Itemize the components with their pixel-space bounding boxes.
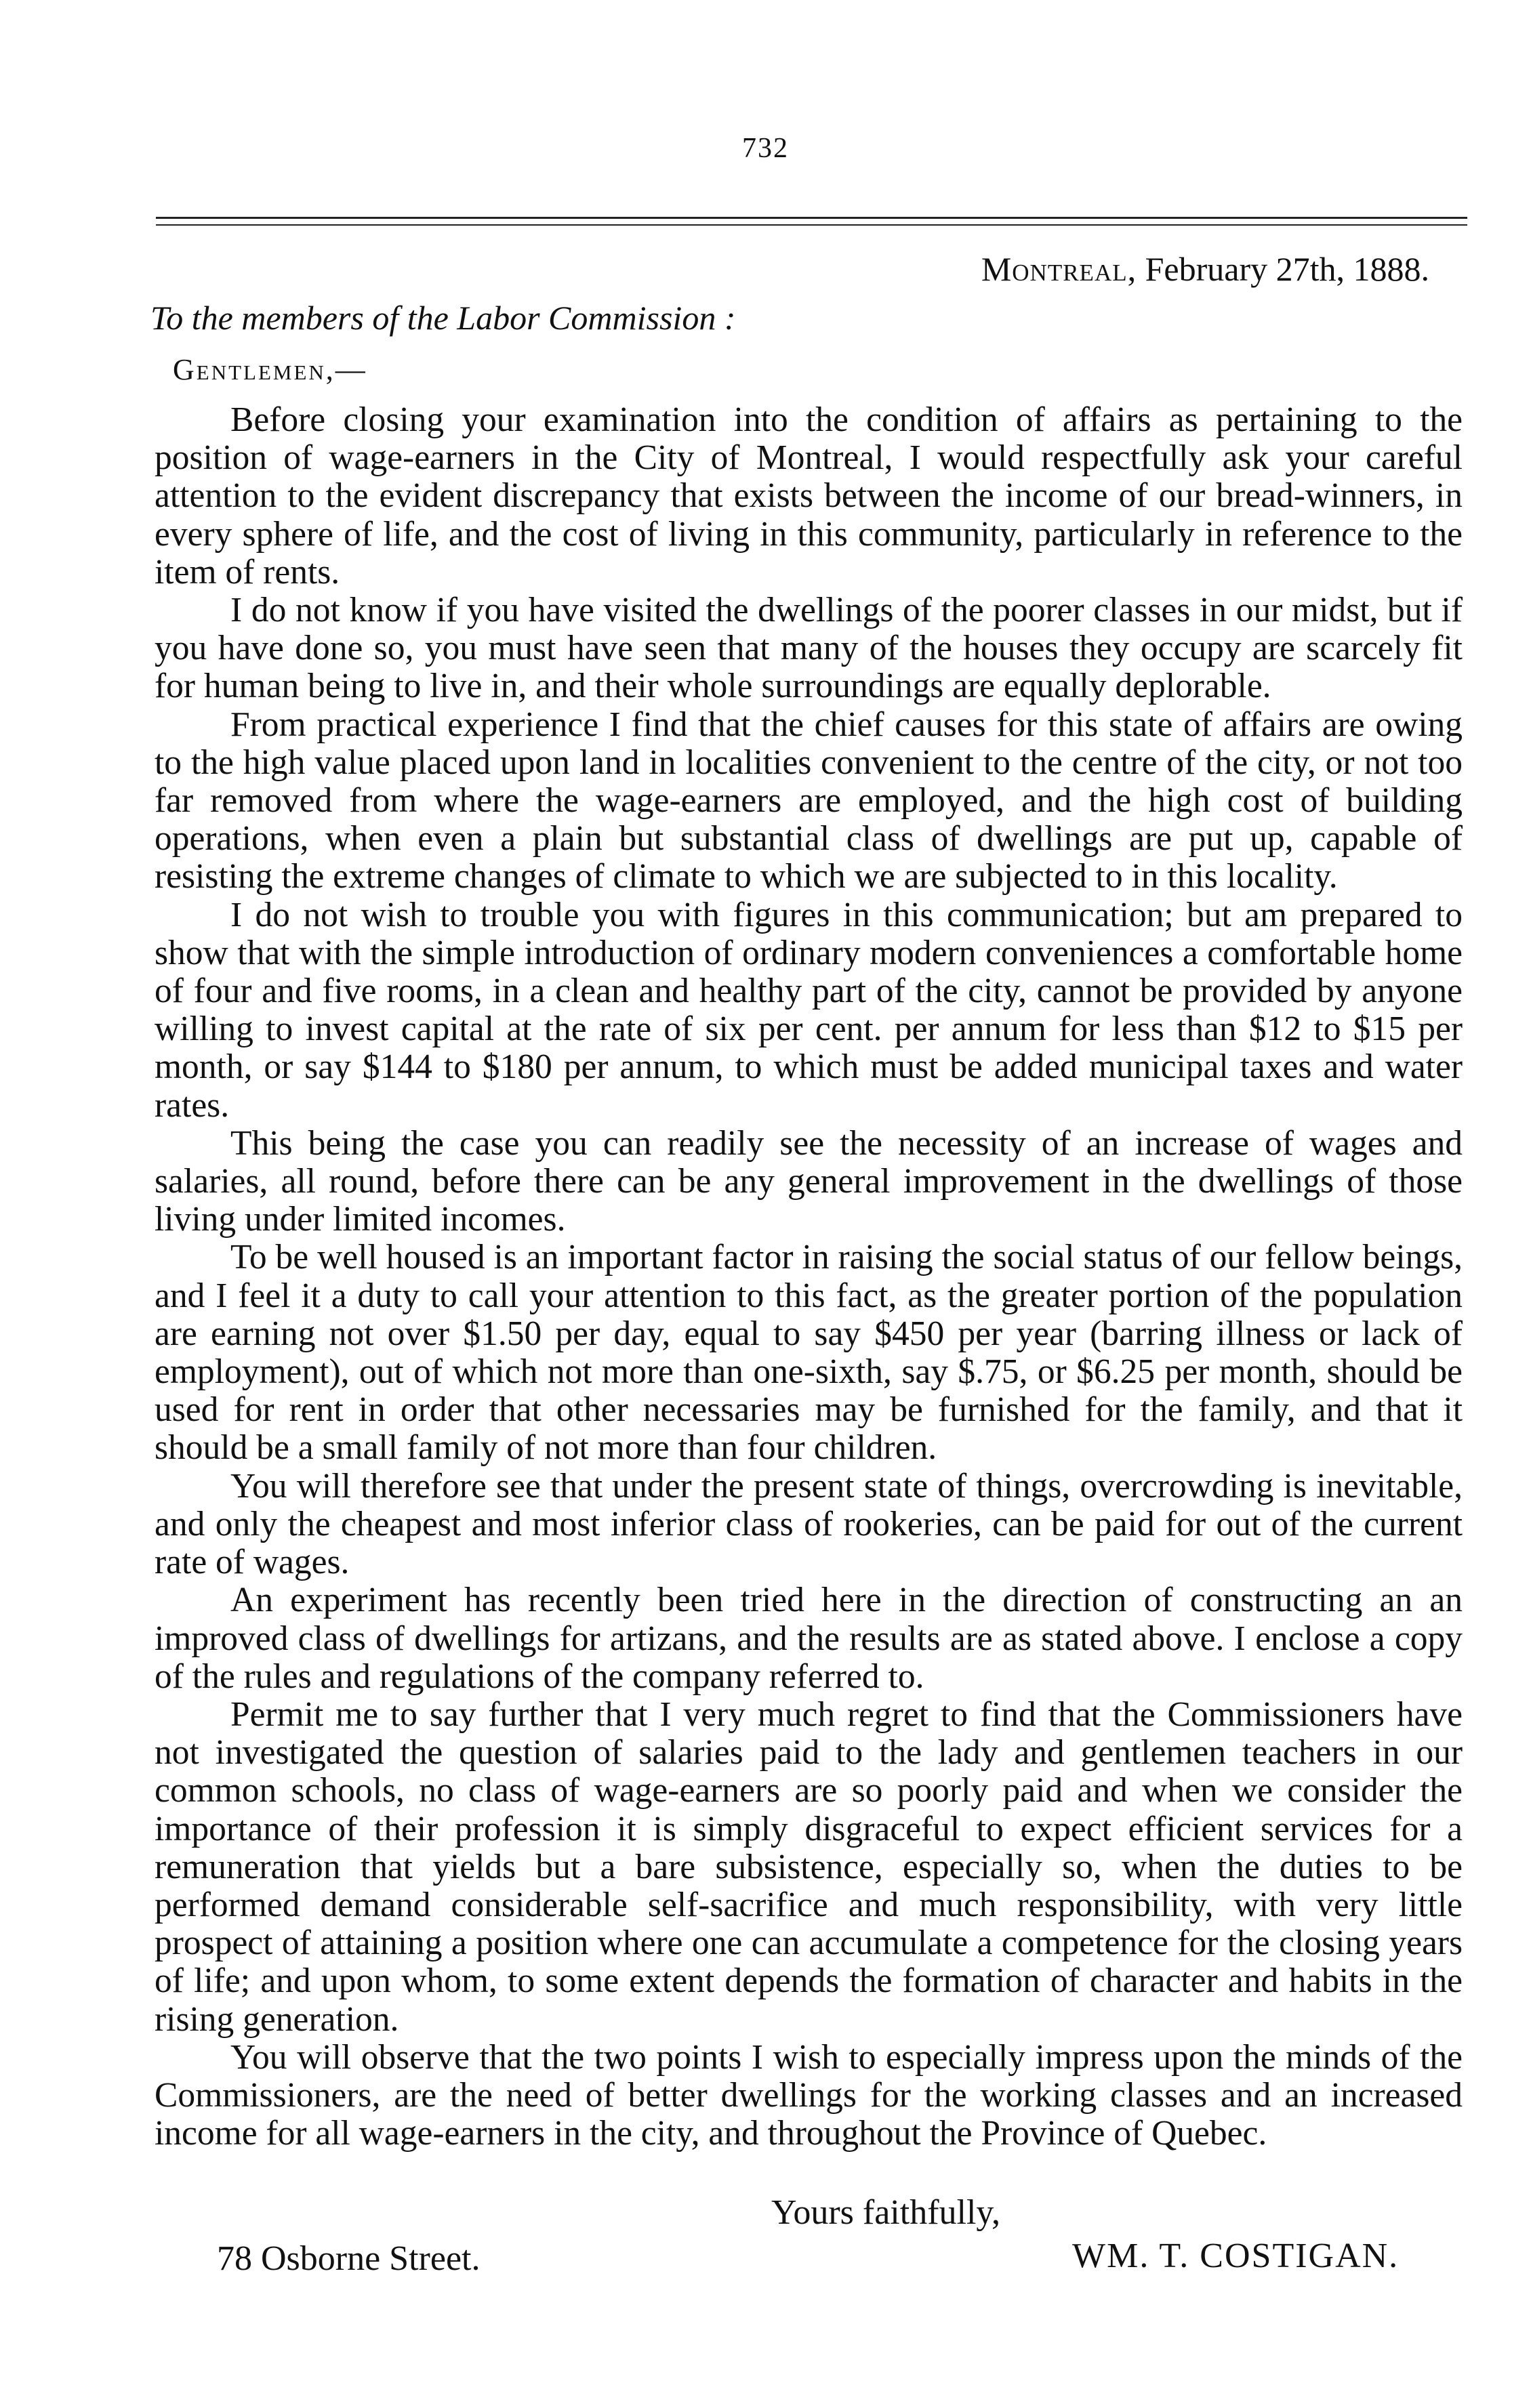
paragraph: From practical experience I find that the chief causes for this state of affairs are owing to the high value placed upon land in localities convenient to the centre of the city, or not too far removed from where the wage-earners are employed, and the high cost of building operations, when even a plain but substantial class of dwellings are put up, capable of resisting the extreme changes of climate to which we are subjected to in this locality. (155, 705, 1463, 896)
paragraph: Before closing your examination into the condition of affairs as pertaining to the position of wage-earners in the City of Montreal, I would respectfully ask your careful attention to the evident discrepancy that exists between the income of our bread-winners, in every sphere of life, and the cost of living in this community, particularly in reference to the item of rents. (155, 400, 1463, 591)
paragraph: This being the case you can readily see the necessity of an increase of wages and salaries, all round, before there can be any general improvement in the dwellings of those living under limited incomes. (155, 1123, 1463, 1239)
paragraph: I do not know if you have visited the dwellings of the poorer classes in our midst, but if you have done so, you must have seen that many of the houses they occupy are scarcely fit for human being to live in, and their whole surroundings are equally deplorable. (155, 591, 1463, 706)
header-rule (156, 217, 1467, 219)
header-rule-thin (156, 224, 1467, 226)
closing: Yours faithfully, (771, 2193, 1001, 2232)
paragraph: An experiment has recently been tried here in the direction of constructing an an improved class of dwellings for artizans, and the results are as stated above. I enclose a copy of the rules and regulations of the company referred to. (155, 1581, 1463, 1696)
signature: WM. T. COSTIGAN. (1072, 2237, 1400, 2275)
dateline (981, 249, 1429, 289)
sender-address: 78 Osborne Street. (217, 2239, 481, 2278)
dateline-date: February 27th, 1888. (1145, 250, 1429, 288)
salutation: Gentlemen,— (173, 353, 367, 386)
paragraph: To be well housed is an important factor in raising the social status of our fellow beings, and I feel it a duty to call your attention to this fact, as the greater portion of the population are earning not over $1.50 per day, equal to say $450 per year (barring illness or lack of employment), out of which not more than one-sixth, say $.75, or $6.25 per month, should be used for rent in order that other necessaries may be furnished for the family, and that it should be a small family of not more than four children. (155, 1238, 1463, 1468)
page-number: 732 (742, 133, 789, 164)
letter-body (155, 401, 1463, 2153)
paragraph: You will therefore see that under the present state of things, overcrowding is inevitable, and only the cheapest and most inferior class of rookeries, can be paid for out of the current rate of wages. (155, 1466, 1463, 1582)
paragraph: Permit me to say further that I very much regret to find that the Commissioners have not investigated the question of salaries paid to the lady and gentlemen teachers in our common schools, no class of wage-earners are so poorly paid and when we consider the importance of their profession it is simply disgraceful to expect efficient services for a remuneration that yields but a bare subsistence, especially so, when the duties to be performed demand considerable self-sacrifice and much responsibility, with very little prospect of attaining a position where one can accumulate a competence for the closing years of life; and upon whom, to some extent depends the formation of character and habits in the rising generation. (155, 1695, 1463, 2039)
paragraph: I do not wish to trouble you with figures in this communication; but am prepared to show that with the simple introduction of ordinary modern conveniences a comfortable home of four and five rooms, in a clean and healthy part of the city, cannot be provided by anyone willing to invest capital at the rate of six per cent. per annum for less than $12 to $15 per month, or say $144 to $180 per annum, to which must be added municipal taxes and water rates. (155, 895, 1463, 1125)
dateline-city: Montreal, (981, 250, 1137, 288)
paragraph: You will observe that the two points I wish to especially impress upon the minds of the Commissioners, are the need of better dwellings for the working classes and an increased income for all wage-earners in the city, and throughout the Province of Quebec. (155, 2037, 1463, 2153)
letter-address: To the members of the Labor Commission : (150, 299, 736, 337)
